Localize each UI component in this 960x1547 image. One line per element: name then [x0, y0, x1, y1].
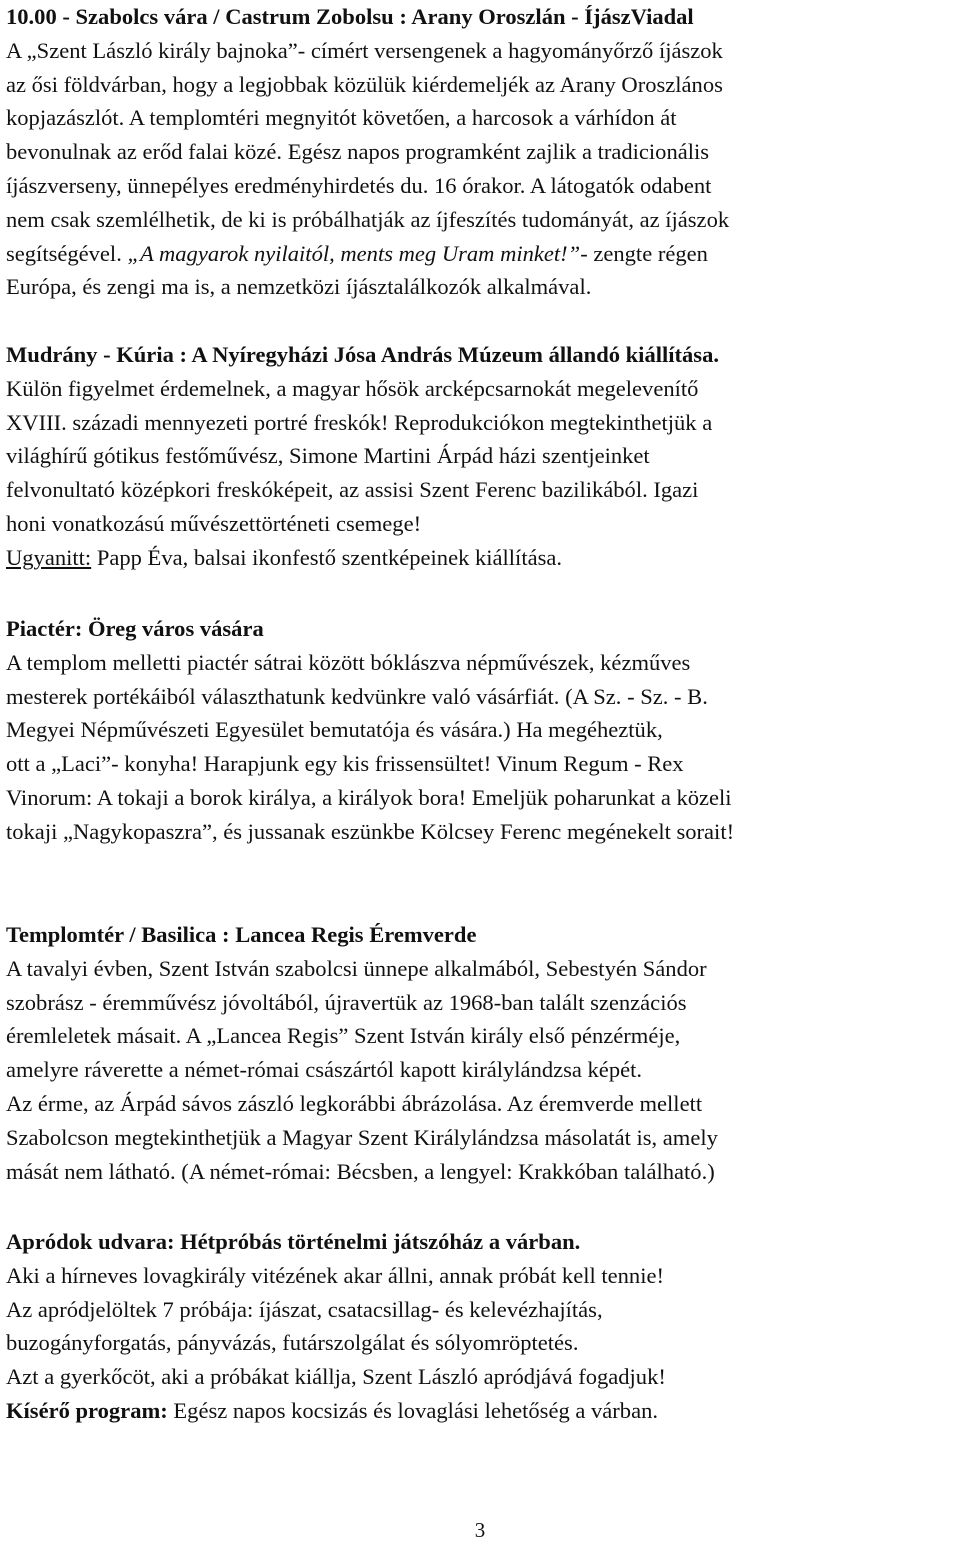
section-heading: Templomtér / Basilica : Lancea Regis Éremverde — [6, 922, 477, 947]
paragraph-line: Megyei Népművészeti Egyesület bemutatója és vására.) Ha megéheztük, — [6, 717, 663, 743]
paragraph-line: A templom melletti piactér sátrai között bóklászva népművészek, kézműves — [6, 649, 691, 675]
paragraph-line: nem csak szemlélhetik, de ki is próbálhatják az íjfeszítés tudományát, az íjászok — [6, 206, 730, 232]
paragraph-line: Az apródjelöltek 7 próbája: íjászat, csatacsillag- és kelevézhajítás, — [6, 1296, 603, 1322]
section-heading: 10.00 - Szabolcs vára / Castrum Zobolsu : Arany Oroszlán - ÍjászViadal — [6, 4, 694, 29]
paragraph-line: ott a „Laci”- konyha! Harapjunk egy kis frissensültet! Vinum Regum - Rex — [6, 751, 684, 777]
paragraph-line: mesterek portékáiból választhatunk kedvünkre való vásárfiát. (A Sz. - Sz. - B. — [6, 683, 708, 709]
section-szabolcs-vara — [6, 0, 958, 304]
section-heading: Apródok udvara: Hétpróbás történelmi játszóház a várban. — [6, 1229, 581, 1254]
bold-label: Kísérő program: — [6, 1397, 168, 1423]
paragraph-line: Az érme, az Árpád sávos zászló legkorábbi ábrázolása. Az éremverde mellett — [6, 1090, 703, 1116]
paragraph-line: bevonulnak az erőd falai közé. Egész napos programként zajlik a tradicionális — [6, 139, 710, 165]
page-number: 3 — [474, 1518, 486, 1542]
paragraph-line: felvonultató középkori freskóképeit, az assisi Szent Ferenc bazilikából. Igazi — [6, 477, 699, 503]
text-run: segítségével. — [6, 240, 128, 266]
paragraph-line: Vinorum: A tokaji a borok királya, a királyok bora! Emeljük poharunkat a közeli — [6, 784, 732, 810]
paragraph-line — [6, 541, 956, 575]
paragraph-line: mását nem látható. (A német-római: Bécsben, a lengyel: Krakkóban található.) — [6, 1158, 715, 1184]
paragraph-line: XVIII. századi mennyezeti portré freskók! Reprodukciókon megtekinthetjük a — [6, 409, 713, 435]
paragraph-line — [6, 237, 956, 271]
paragraph-line: íjászverseny, ünnepélyes eredményhirdetés du. 16 órakor. A látogatók odabent — [6, 172, 712, 198]
section-mudrany-kuria — [6, 338, 958, 575]
paragraph-line: tokaji „Nagykopaszra”, és jussanak eszünkbe Kölcsey Ferenc megénekelt sorait! — [6, 818, 735, 844]
paragraph-line: Aki a hírneves lovagkirály vitézének akar állni, annak próbát kell tennie! — [6, 1262, 664, 1288]
section-templomter — [6, 918, 958, 1188]
paragraph-line: Külön figyelmet érdemelnek, a magyar hősök arcképcsarnokát megelevenítő — [6, 375, 699, 401]
text-run: - zengte régen — [580, 240, 708, 266]
section-heading: Mudrány - Kúria : A Nyíregyházi Jósa András Múzeum állandó kiállítása. — [6, 342, 719, 367]
paragraph-line: Európa, és zengi ma is, a nemzetközi íjásztalálkozók alkalmával. — [6, 274, 592, 300]
text-run: Papp Éva, balsai ikonfestő szentképeinek kiállítása. — [91, 544, 563, 570]
section-aprodok-udvara — [6, 1225, 958, 1428]
paragraph-line: A „Szent László király bajnoka”- címért versengenek a hagyományőrző íjászok — [6, 37, 723, 63]
paragraph-line — [6, 1394, 956, 1428]
paragraph-line: amelyre ráverette a német-római császártól kapott királylándzsa képét. — [6, 1057, 643, 1083]
paragraph-line: Szabolcson megtekinthetjük a Magyar Szent Királylándzsa másolatát is, amely — [6, 1124, 718, 1150]
paragraph-line: az ősi földvárban, hogy a legjobbak közülük kiérdemeljék az Arany Oroszlános — [6, 71, 723, 97]
quote-italic: „A magyarok nyilaitól, ments meg Uram minket!” — [127, 240, 581, 266]
paragraph-line: honi vonatkozású művészettörténeti csemege! — [6, 510, 422, 536]
text-run: Egész napos kocsizás és lovaglási lehetőség a várban. — [167, 1397, 658, 1423]
underlined-label: Ugyanitt: — [6, 544, 92, 570]
paragraph-line: éremleletek másait. A „Lancea Regis” Szent István király első pénzérméje, — [6, 1023, 681, 1049]
section-heading: Piactér: Öreg város vására — [6, 616, 264, 641]
paragraph-line: buzogányforgatás, pányvázás, futárszolgálat és sólyomröptetés. — [6, 1330, 579, 1356]
paragraph-line: A tavalyi évben, Szent István szabolcsi ünnepe alkalmából, Sebestyén Sándor — [6, 955, 707, 981]
paragraph-line: Azt a gyerkőcöt, aki a próbákat kiállja, Szent László apródjává fogadjuk! — [6, 1364, 666, 1390]
section-piacter — [6, 612, 958, 849]
paragraph-line: világhírű gótikus festőművész, Simone Martini Árpád házi szentjeinket — [6, 443, 650, 469]
paragraph-line: kopjazászlót. A templomtéri megnyitót követően, a harcosok a várhídon át — [6, 105, 677, 131]
paragraph-line: szobrász - éremművész jóvoltából, újravertük az 1968-ban talált szenzációs — [6, 989, 687, 1015]
